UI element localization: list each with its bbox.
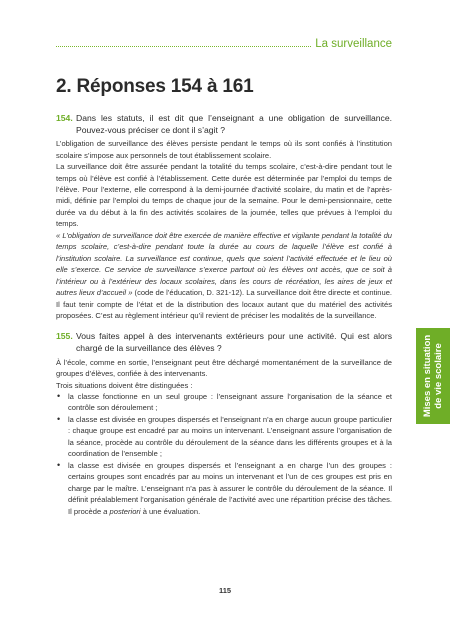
list-item: • la classe fonctionne en un seul groupe : l’enseignant assure l’organisation de la séance et contrôle son déroulement ; <box>57 390 392 413</box>
question-text: Vous faites appel à des intervenants extérieurs pour une activité. Qui est alors chargé de la surveillance des élèves ? <box>76 331 392 354</box>
question-number: 155. <box>56 331 73 342</box>
situations-list <box>56 391 392 517</box>
quote-reference: (code de l’éducation, D. 321-12). La surveillance doit être directe et continue. Il faut tenir compte de l’état et de la distribution des locaux autant que du matériel des activités proposées. C’est au règlement intérieur qu’il revient de préciser les modalités de la surveillance. <box>56 288 392 320</box>
answer-paragraph: La surveillance doit être assurée pendant la totalité du temps scolaire, c’est-à-dire pendant tout le temps où l’élève est confié à l’établissement. Cette durée est déterminée par l’emploi du temps de l’élève. Pour l’externe, elle correspond à la demi-journée d’activité scolaire, du matin et de l’après-midi, définie par l’emploi du temps de chaque jour de la semaine. Pour le demi-pensionnaire, cette durée va du début à la fin des activités scolaires de la journée, telles que prévues à l’emploi du temps. <box>56 162 392 229</box>
answer-paragraph: L’obligation de surveillance des élèves persiste pendant le temps où ils sont confiés à l’institution scolaire s’impose aux personnels de tout établissement scolaire. <box>56 139 392 160</box>
chapter-side-tab <box>416 328 450 424</box>
side-tab-label: Mises en situation de vie scolaire <box>422 334 444 418</box>
section-title: 2. Réponses 154 à 161 <box>56 76 254 97</box>
header-title: La surveillance <box>315 38 392 50</box>
bullet-icon: • <box>57 459 61 470</box>
page-body <box>56 113 392 517</box>
answer-paragraph: Trois situations doivent être distinguées : <box>56 380 193 390</box>
answer-paragraph-quote <box>56 230 392 322</box>
answer-paragraph: À l’école, comme en sortie, l’enseignant peut être déchargé momentanément de la surveillance de groupes d’élèves, confiée à des intervenants. <box>56 357 392 379</box>
running-header <box>56 38 392 50</box>
legal-quote: « L’obligation de surveillance doit être exercée de manière effective et vigilante pendant la totalité du temps scolaire, c’est-à-dire pendant toute la durée au cours de laquelle l’élève est confié à l’institution scolaire. La surveillance est continue, quels que soient l’activité effectuée et le lieu où elle s’exerce. Ce service de surveillance s’exerce partout où les élèves ont accès, que ce soit à l’intérieur ou à l’extérieur des locaux scolaires, dans les cours de récréation, les aires de jeux et autres lieux d’accueil » <box>56 230 392 298</box>
bullet-icon: • <box>57 413 61 424</box>
bullet-icon: • <box>57 390 61 401</box>
italic-term: a posteriori <box>103 506 141 516</box>
list-item: • la classe est divisée en groupes dispersés et l’enseignant n’a en charge aucun groupe particulier : chaque groupe est encadré par au moins un intervenant. L’enseignant assure l’organisation de la séance, procède au contrôle du déroulement de la séance dans les différents groupes et à la coordination de l’ensemble ; <box>57 413 392 459</box>
question-text: Dans les statuts, il est dit que l’enseignant a une obligation de surveillance. Pouvez-vous préciser ce dont il s’agit ? <box>76 113 392 135</box>
page-number: 115 <box>218 586 232 595</box>
question-155 <box>56 331 392 354</box>
question-number: 154. <box>56 113 73 123</box>
list-item: • la classe est divisée en groupes dispersés et l’enseignant a en charge l’un des groupes : certains groupes sont encadrés par au moins un intervenant et l’un de ces groupes est pris en charge par le maître. L’enseignant n’a pas à assurer le contrôle du déroulement de la séance. Il définit préalablement l’organisation générale de l’activité avec une répartition précise des tâches. Il procède a posteriori à une évaluation. <box>57 459 392 516</box>
header-dotted-leader <box>56 38 311 47</box>
question-154 <box>56 113 392 136</box>
